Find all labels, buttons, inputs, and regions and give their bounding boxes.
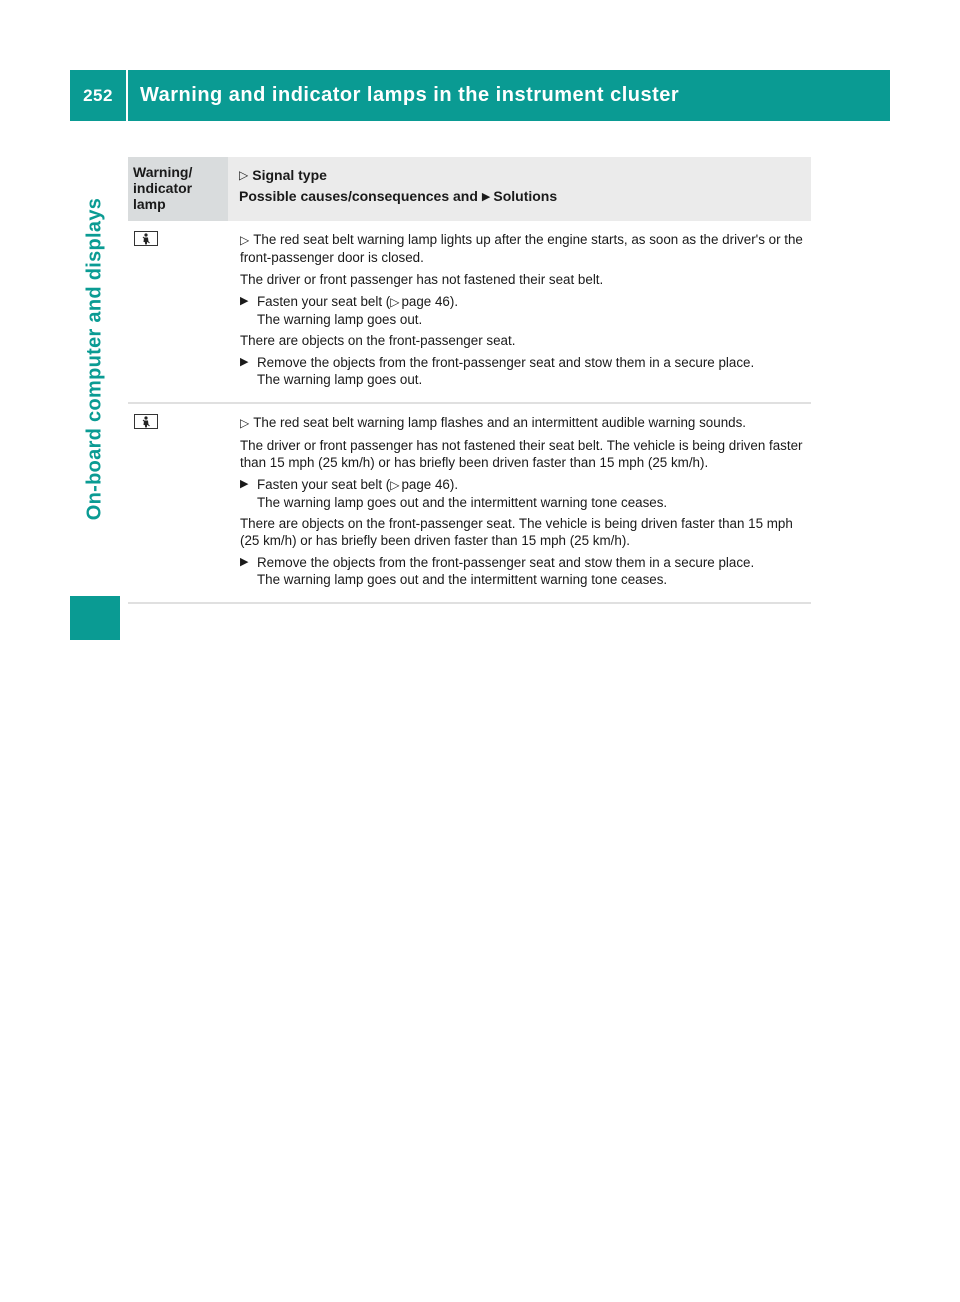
page-reference-link[interactable]: page 46).	[401, 477, 459, 492]
step-result: The warning lamp goes out and the intermittent warning tone ceases.	[257, 572, 668, 587]
step-text: Remove the objects from the front-passenger seat and stow them in a secure place.	[257, 555, 755, 570]
step-arrow-icon: ▶	[240, 295, 249, 307]
signal-text: The red seat belt warning lamp lights up after the engine starts, as soon as the driver's or the front-passenger door is closed.	[240, 232, 803, 265]
page-title: Warning and indicator lamps in the instrument cluster	[140, 84, 680, 106]
page-ref-triangle-icon: ▷	[390, 478, 400, 492]
solution-step	[240, 354, 807, 388]
column-header-lamp	[128, 157, 228, 221]
cause-paragraph: There are objects on the front-passenger seat. The vehicle is being driven faster than 15 mph (25 km/h) or has briefly been driven faster than 15 mph (25 km/h).	[240, 516, 793, 548]
column-header-signal	[228, 157, 811, 221]
step-text: Fasten your seat belt (	[257, 294, 391, 309]
step-arrow-icon: ▶	[240, 478, 249, 490]
signal-triangle-icon: ▷	[240, 416, 250, 430]
column-header-lamp-line1: Warning/	[133, 164, 193, 180]
table-row	[128, 221, 811, 404]
step-text: Remove the objects from the front-passenger seat and stow them in a secure place.	[257, 355, 755, 370]
solution-step	[240, 554, 807, 588]
step-result: The warning lamp goes out.	[257, 372, 423, 387]
solutions-label: Solutions	[493, 188, 558, 204]
signal-paragraph	[240, 414, 807, 432]
page-number: 252	[83, 85, 113, 105]
side-tab-label-box	[70, 121, 120, 596]
column-header-lamp-line2: indicator	[133, 180, 193, 196]
row-content	[228, 221, 811, 402]
page-reference-link[interactable]: page 46).	[401, 294, 459, 309]
signal-paragraph	[240, 231, 807, 266]
step-arrow-icon: ▶	[240, 556, 249, 568]
seat-belt-icon	[134, 414, 158, 429]
cause-paragraph: There are objects on the front-passenger seat.	[240, 333, 516, 348]
column-header-lamp-line3: lamp	[133, 196, 166, 212]
step-arrow-icon: ▶	[240, 356, 249, 368]
step-result: The warning lamp goes out.	[257, 312, 423, 327]
table-header	[128, 157, 811, 221]
solutions-arrow-icon: ▶	[481, 190, 491, 203]
page-ref-triangle-icon: ▷	[390, 295, 400, 309]
warning-lamp-table	[128, 157, 811, 604]
row-content	[228, 404, 811, 602]
table-row	[128, 404, 811, 604]
signal-triangle-icon: ▷	[240, 233, 250, 247]
page-header	[70, 70, 890, 121]
causes-label: Possible causes/consequences and	[239, 188, 478, 204]
seat-belt-icon	[134, 231, 158, 246]
side-tab-label: On-board computer and displays	[83, 197, 106, 520]
step-result: The warning lamp goes out and the intermittent warning tone ceases.	[257, 495, 668, 510]
signal-text: The red seat belt warning lamp flashes and an intermittent audible warning sounds.	[253, 415, 747, 430]
cause-paragraph: The driver or front passenger has not fastened their seat belt.	[240, 272, 604, 287]
signal-triangle-icon: ▷	[239, 168, 249, 182]
solution-step	[240, 293, 807, 328]
signal-type-label: Signal type	[252, 167, 327, 183]
solution-step	[240, 476, 807, 511]
lamp-cell	[128, 404, 228, 602]
step-text: Fasten your seat belt (	[257, 477, 391, 492]
cause-paragraph: The driver or front passenger has not fastened their seat belt. The vehicle is being driven faster than 15 mph (25 km/h) or has briefly been driven faster than 15 mph (25 km/h).	[240, 438, 803, 470]
lamp-cell	[128, 221, 228, 402]
